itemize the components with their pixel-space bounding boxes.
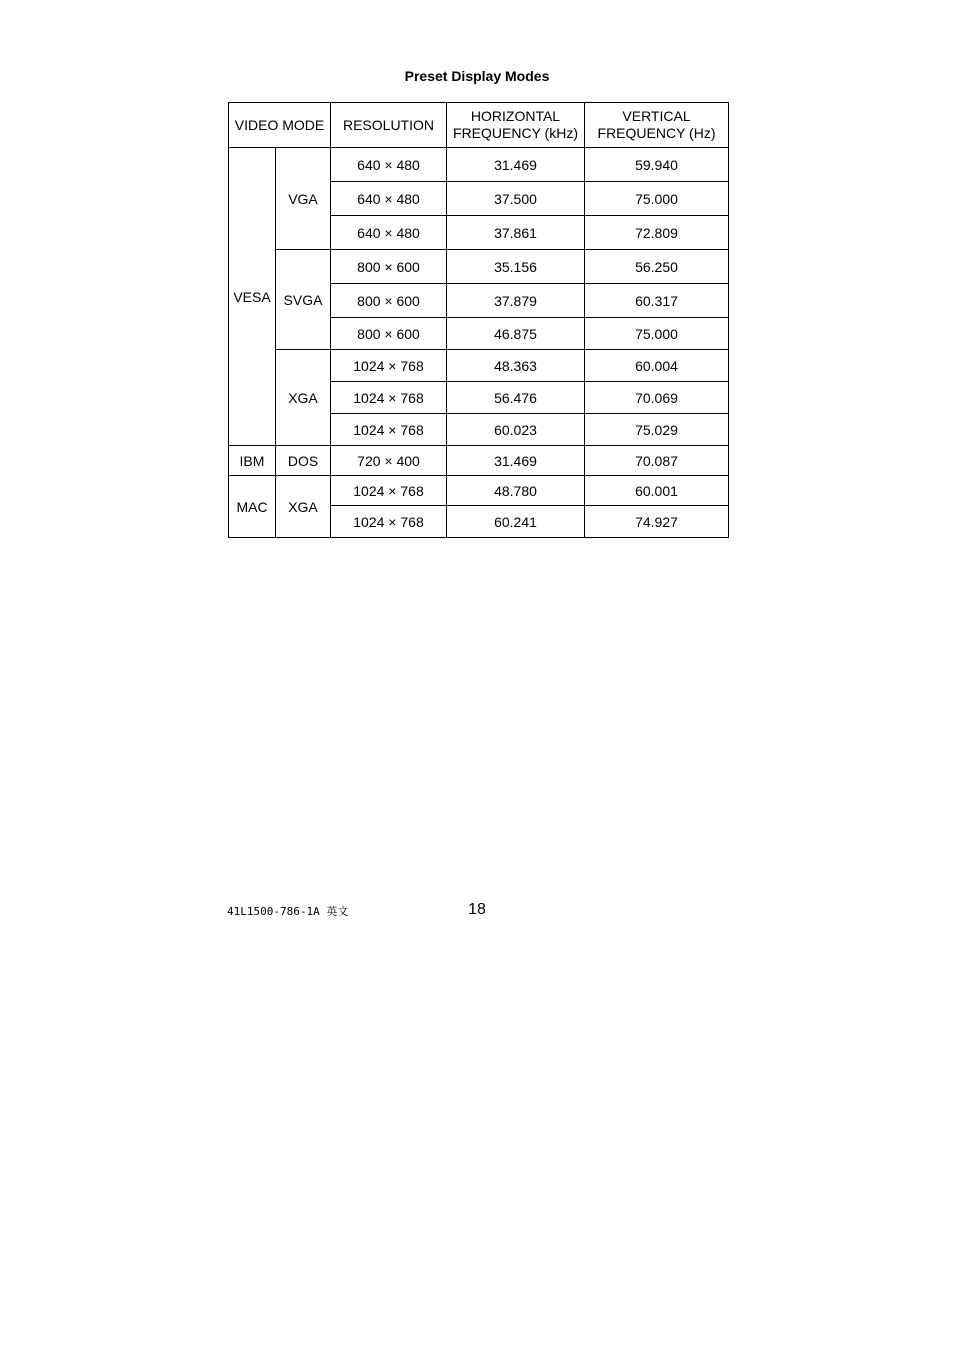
cell-resolution: 720 × 400: [331, 446, 447, 476]
cell-resolution: 1024 × 768: [331, 382, 447, 414]
cell-horizontal: 60.023: [447, 414, 585, 446]
header-vertical-line2: FREQUENCY (Hz): [597, 125, 716, 141]
cell-horizontal: 60.241: [447, 506, 585, 538]
cell-resolution: 1024 × 768: [331, 506, 447, 538]
header-horizontal-frequency: [447, 103, 585, 148]
page-number: 18: [468, 901, 486, 918]
cell-vertical: 75.000: [585, 318, 729, 350]
cell-vertical: 60.001: [585, 476, 729, 506]
header-video-mode: VIDEO MODE: [229, 103, 331, 148]
cell-horizontal: 48.363: [447, 350, 585, 382]
subgroup-svga: SVGA: [276, 250, 331, 350]
cell-vertical: 75.000: [585, 182, 729, 216]
cell-vertical: 70.087: [585, 446, 729, 476]
table-header-row: [229, 103, 729, 148]
cell-resolution: 1024 × 768: [331, 476, 447, 506]
page-title: Preset Display Modes: [404, 68, 550, 84]
cell-vertical: 74.927: [585, 506, 729, 538]
cell-horizontal: 35.156: [447, 250, 585, 284]
header-vertical-frequency: [585, 103, 729, 148]
cell-vertical: 70.069: [585, 382, 729, 414]
cell-horizontal: 46.875: [447, 318, 585, 350]
cell-horizontal: 37.879: [447, 284, 585, 318]
cell-resolution: 1024 × 768: [331, 414, 447, 446]
group-vesa: VESA: [229, 148, 276, 446]
cell-resolution: 640 × 480: [331, 216, 447, 250]
cell-horizontal: 31.469: [447, 446, 585, 476]
cell-resolution: 800 × 600: [331, 284, 447, 318]
table-row: [229, 350, 729, 382]
cell-resolution: 1024 × 768: [331, 350, 447, 382]
cell-horizontal: 37.500: [447, 182, 585, 216]
cell-vertical: 60.004: [585, 350, 729, 382]
cell-resolution: 640 × 480: [331, 148, 447, 182]
header-horizontal-line1: HORIZONTAL: [470, 108, 561, 124]
cell-resolution: 800 × 600: [331, 250, 447, 284]
preset-display-modes-table: [228, 102, 729, 538]
footer-document-code: 41L1500-786-1A 英文: [227, 905, 349, 918]
cell-vertical: 60.317: [585, 284, 729, 318]
cell-vertical: 75.029: [585, 414, 729, 446]
header-horizontal-line2: FREQUENCY (kHz): [453, 125, 578, 141]
header-resolution: RESOLUTION: [331, 103, 447, 148]
cell-resolution: 640 × 480: [331, 182, 447, 216]
table-row: [229, 446, 729, 476]
table-row: [229, 250, 729, 284]
group-mac: MAC: [229, 476, 276, 538]
cell-vertical: 56.250: [585, 250, 729, 284]
cell-horizontal: 37.861: [447, 216, 585, 250]
cell-resolution: 800 × 600: [331, 318, 447, 350]
subgroup-dos: DOS: [276, 446, 331, 476]
cell-vertical: 72.809: [585, 216, 729, 250]
subgroup-xga: XGA: [276, 350, 331, 446]
cell-horizontal: 56.476: [447, 382, 585, 414]
cell-horizontal: 48.780: [447, 476, 585, 506]
subgroup-vga: VGA: [276, 148, 331, 250]
table-row: [229, 148, 729, 182]
cell-vertical: 59.940: [585, 148, 729, 182]
cell-horizontal: 31.469: [447, 148, 585, 182]
group-ibm: IBM: [229, 446, 276, 476]
subgroup-mac-xga: XGA: [276, 476, 331, 538]
table-row: [229, 476, 729, 506]
header-vertical-line1: VERTICAL: [622, 108, 691, 124]
